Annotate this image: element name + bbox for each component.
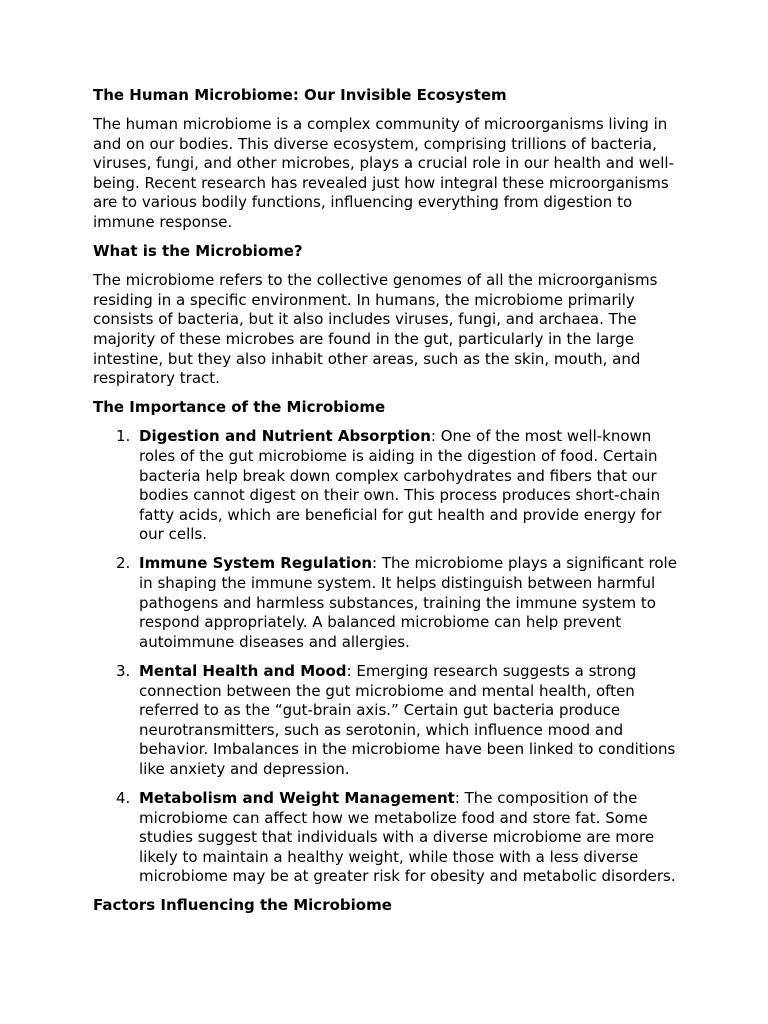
list-item-number: 1. [116,427,131,446]
what-is-paragraph: The microbiome refers to the collective genomes of all the microorganisms residing in a specific environment. In humans, the microbiome primarily consists of bacteria, but it also includes viruses, fungi, and archaea. The majority of these microbes are found in the gut, particularly in the large intestine, but they also inhabit other areas, such as the skin, mouth, and respiratory tract. [93,271,658,388]
list-item-text: : Emerging research suggests a strong connection between the gut microbiome and mental health, often referred to as the “gut-brain axis.” Certain gut bacteria produce neurotransmitters, such as serotonin, which influence mood and behavior. Imbalances in the microbiome have been linked to conditions like anxiety and depression. [139,661,676,778]
list-item-number: 2. [116,554,131,573]
list-item-term: Metabolism and Weight Management [139,789,455,807]
list-item-term: Mental Health and Mood [139,661,347,680]
list-item [93,662,678,780]
intro-paragraph: The human microbiome is a complex community of microorganisms living in and on our bodies. This diverse ecosystem, comprising trillions of bacteria, viruses, fungi, and other microbes, plays a crucial role in our health and well-being. Recent research has revealed just how integral these microorganisms are to various bodily functions, influencing everything from digestion to immune response. [93,115,674,232]
section-heading-what-is: What is the Microbiome? [93,242,303,261]
importance-list [93,427,678,887]
list-item-term: Immune System Regulation [139,554,372,573]
list-item [93,554,678,652]
list-item-term: Digestion and Nutrient Absorption [139,427,431,446]
section-heading-factors: Factors Influencing the Microbiome [93,896,392,915]
list-item-number: 4. [116,789,131,807]
list-item-text: : The composition of the microbiome can affect how we metabolize food and store fat. Some studies suggest that individuals with a diverse microbiome are more likely to maintain a healthy weight, while those with a less diverse microbiome may be at greater risk for obesity and metabolic disorders. [139,789,676,886]
list-item-number: 3. [116,661,131,680]
document-title: The Human Microbiome: Our Invisible Ecosystem [93,86,507,104]
section-heading-importance: The Importance of the Microbiome [93,398,386,417]
list-item-text: : One of the most well-known roles of the gut microbiome is aiding in the digestion of food. Certain bacteria help break down complex carbohydrates and fibers that our bodies cannot digest on their own. This process produces short-chain fatty acids, which are beneficial for gut health and provide energy for our cells. [139,427,662,544]
list-item [93,789,678,887]
list-item-text: : The microbiome plays a significant role in shaping the immune system. It helps distinguish between harmful pathogens and harmless substances, training the immune system to respond appropriately. A balanced microbiome can help prevent autoimmune diseases and allergies. [139,554,677,651]
list-item [93,427,678,545]
